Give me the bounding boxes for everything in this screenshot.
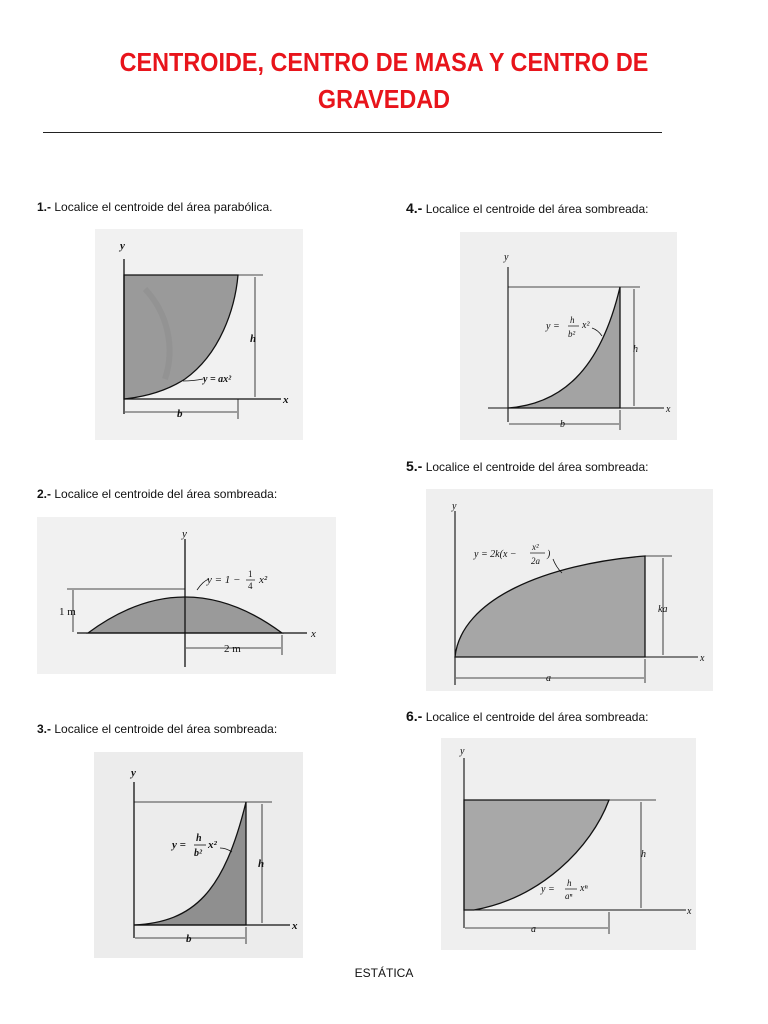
eq-lhs: y = 1 −	[207, 574, 241, 586]
axis-y-label: y	[120, 240, 125, 252]
figure-4	[460, 232, 677, 440]
eq-num: h	[570, 315, 575, 325]
page-footer: ESTÁTICA	[354, 966, 414, 980]
axis-y-label: y	[182, 528, 187, 540]
axis-x-label: x	[292, 920, 298, 932]
axis-x-label: x	[666, 404, 671, 415]
eq-rhs: x²	[208, 839, 217, 851]
figure-3	[94, 752, 303, 958]
height-label: h	[641, 849, 646, 860]
problem-4-statement	[406, 200, 649, 216]
eq-rhs: x²	[582, 320, 590, 331]
problem-6-statement	[406, 708, 649, 724]
axis-x-label: x	[283, 394, 289, 406]
figure-5	[426, 489, 713, 691]
axis-y-label: y	[452, 501, 457, 512]
eq-den: aⁿ	[565, 891, 573, 901]
figure-1	[95, 229, 303, 440]
eq-num: 1	[248, 569, 253, 579]
eq-den: b²	[568, 329, 576, 339]
problem-number: 2.-	[37, 487, 52, 501]
height-label: ka	[658, 604, 668, 615]
axis-y-label: y	[504, 252, 509, 263]
eq-rhs: )	[547, 549, 551, 560]
eq-num: h	[567, 878, 572, 888]
height-label: h	[250, 333, 257, 345]
width-label: 2 m	[224, 643, 241, 655]
problem-number: 5.-	[406, 458, 423, 474]
eq-rhs: xⁿ	[580, 883, 588, 894]
eq-lhs: y =	[546, 321, 560, 332]
eq-den: 2a	[531, 556, 540, 566]
page-title	[74, 44, 693, 118]
eq-rhs: x²	[259, 574, 268, 586]
eq-lhs: y =	[541, 884, 555, 895]
problem-text: Localice el centroide del área sombreada:	[425, 202, 649, 216]
problem-3-statement	[37, 722, 277, 736]
eq-num: x²	[532, 542, 539, 552]
eq-lhs: y =	[172, 839, 186, 851]
problem-text: Localice el centroide del área sombreada:	[54, 487, 278, 501]
axis-x-label: x	[311, 628, 316, 640]
eq-den: b²	[194, 848, 202, 859]
base-label: a	[531, 924, 536, 935]
title-line-1: CENTROIDE, CENTRO DE MASA Y CENTRO DE	[119, 47, 649, 77]
axis-x-label: x	[687, 906, 692, 917]
base-label: a	[546, 673, 551, 684]
title-divider	[43, 132, 662, 133]
base-label: b	[186, 933, 192, 945]
height-label: 1 m	[59, 606, 76, 618]
problem-number: 3.-	[37, 722, 52, 736]
problem-5-statement	[406, 458, 649, 474]
height-label: h	[633, 344, 638, 355]
base-label: b	[177, 408, 183, 420]
axis-y-label: y	[460, 746, 465, 757]
eq-den: 4	[248, 581, 253, 591]
curve-equation: y = ax²	[203, 374, 232, 385]
axis-x-label: x	[700, 653, 705, 664]
problem-text: Localice el centroide del área sombreada:	[425, 460, 649, 474]
axis-y-label: y	[131, 767, 136, 779]
figure-2	[37, 517, 336, 674]
figure-6	[441, 738, 696, 950]
problem-number: 4.-	[406, 200, 423, 216]
problem-1-statement	[37, 200, 273, 214]
problem-number: 6.-	[406, 708, 423, 724]
height-label: h	[258, 858, 265, 870]
title-line-2: GRAVEDAD	[317, 84, 451, 114]
eq-lhs: y = 2k(x −	[474, 549, 517, 560]
problem-2-statement	[37, 487, 277, 501]
problem-text: Localice el centroide del área sombreada:	[425, 710, 649, 724]
eq-num: h	[196, 833, 202, 844]
base-label: b	[560, 419, 565, 430]
problem-text: Localice el centroide del área parabólica.	[54, 200, 273, 214]
problem-number: 1.-	[37, 200, 52, 214]
problem-text: Localice el centroide del área sombreada:	[54, 722, 278, 736]
